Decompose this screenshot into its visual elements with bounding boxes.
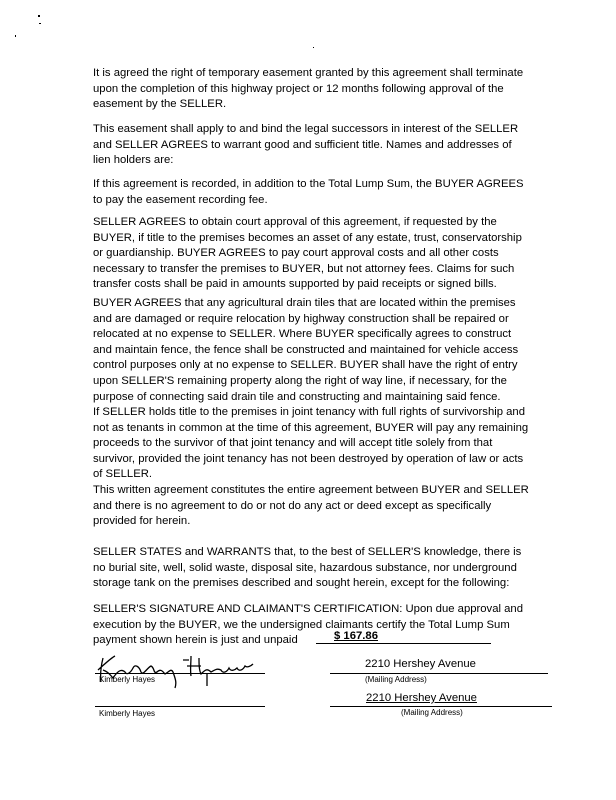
signature-line — [95, 673, 265, 674]
paragraph-line: If this agreement is recorded, in addition to the Total Lump Sum, the BUYER AGREES — [93, 178, 524, 190]
paragraph-line: survivor, provided the joint tenancy has not been destroyed by operation of law or acts — [93, 452, 524, 465]
signer-name: Kimberly Hayes — [99, 675, 156, 684]
paragraph-line: This written agreement constitutes the entire agreement between BUYER and SELLER — [93, 484, 529, 496]
paragraph-line: upon the completion of this highway project or 12 months following approval of the — [93, 82, 504, 95]
paragraph-line: control purposes only at no expense to SELLER. BUYER shall have the right of entry — [93, 359, 518, 372]
agreement-paragraph — [93, 122, 518, 169]
agreement-paragraph — [93, 545, 521, 592]
certification-line: SELLER'S SIGNATURE AND CLAIMANT'S CERTIFICATION: Upon due approval and — [93, 603, 523, 615]
payment-amount: $ 167.86 — [334, 630, 378, 642]
mailing-address: 2210 Hershey Avenue — [365, 658, 476, 670]
certification-line: payment shown herein is just and unpaid — [93, 634, 298, 647]
scan-speck — [39, 23, 41, 24]
paragraph-line: relocated at no expense to SELLER. Where BUYER specifically agrees to construct — [93, 328, 512, 341]
agreement-paragraph — [93, 177, 524, 208]
paragraph-line: SELLER AGREES to obtain court approval of this agreement, if requested by the — [93, 216, 497, 228]
scan-speck — [313, 47, 314, 48]
handwritten-signature — [95, 650, 275, 690]
signer-name: Kimberly Hayes — [99, 709, 156, 718]
paragraph-line: and there is no agreement to do or not do any act or deed except as specifically — [93, 499, 492, 512]
agreement-paragraph — [93, 296, 518, 405]
paragraph-line: of SELLER. — [93, 468, 153, 481]
agreement-paragraph — [93, 215, 522, 293]
amount-line — [316, 643, 491, 644]
certification-paragraph — [93, 602, 523, 649]
paragraph-line: storage tank on the premises described and sought herein, except for the following: — [93, 577, 510, 590]
agreement-paragraph — [93, 483, 529, 530]
paragraph-line: It is agreed the right of temporary easement granted by this agreement shall terminate — [93, 67, 524, 79]
agreement-paragraph — [93, 405, 528, 483]
paragraph-line: and maintain fence, the fence shall be constructed and maintained for vehicle access — [93, 343, 519, 356]
paragraph-line: or guardianship. BUYER AGREES to pay court approval costs and all other costs — [93, 247, 499, 260]
paragraph-line: purpose of connecting said drain tile and constructing and maintaining said fence. — [93, 390, 501, 403]
agreement-paragraph — [93, 66, 523, 113]
paragraph-line: proceeds to the survivor of that joint tenancy and will accept title solely from that — [93, 437, 493, 450]
address-line — [330, 673, 548, 674]
paragraph-line: and are damaged or require relocation by highway construction shall be repaired or — [93, 312, 509, 325]
scan-speck — [15, 35, 16, 37]
paragraph-line: SELLER STATES and WARRANTS that, to the best of SELLER'S knowledge, there is — [93, 546, 522, 558]
paragraph-line: BUYER, if title to the premises becomes an asset of any estate, trust, conservatorship — [93, 231, 522, 244]
paragraph-line: not as tenants in common at the time of this agreement, BUYER will pay any remaining — [93, 421, 529, 434]
paragraph-line: lien holders are: — [93, 154, 174, 167]
paragraph-line: BUYER AGREES that any agricultural drain tiles that are located within the premises — [93, 297, 516, 309]
paragraph-line: transfer costs shall be paid in amounts supported by paid receipts or signed bills. — [93, 278, 497, 291]
certification-line: execution by the BUYER, we the undersigned claimants certify the Total Lump Sum — [93, 618, 510, 631]
paragraph-line: necessary to transfer the premises to BUYER, but not attorney fees. Claims for such — [93, 262, 515, 275]
paragraph-line: provided for herein. — [93, 515, 191, 528]
signature-line — [95, 706, 265, 707]
mailing-address: 2210 Hershey Avenue — [366, 692, 477, 704]
address-line — [330, 706, 552, 707]
paragraph-line: easement by the SELLER. — [93, 98, 227, 111]
paragraph-line: upon SELLER'S remaining property along the right of way line, if necessary, for the — [93, 374, 507, 387]
paragraph-line: to pay the easement recording fee. — [93, 193, 268, 206]
mailing-address-label: (Mailing Address) — [365, 675, 427, 684]
paragraph-line: If SELLER holds title to the premises in joint tenancy with full rights of survivorship and — [93, 406, 526, 418]
mailing-address-label: (Mailing Address) — [401, 708, 463, 717]
paragraph-line: no burial site, well, solid waste, disposal site, hazardous substance, nor underground — [93, 561, 517, 574]
paragraph-line: This easement shall apply to and bind the legal successors in interest of the SELLER — [93, 123, 519, 135]
paragraph-line: and SELLER AGREES to warrant good and sufficient title. Names and addresses of — [93, 138, 512, 151]
scan-speck — [38, 15, 40, 17]
